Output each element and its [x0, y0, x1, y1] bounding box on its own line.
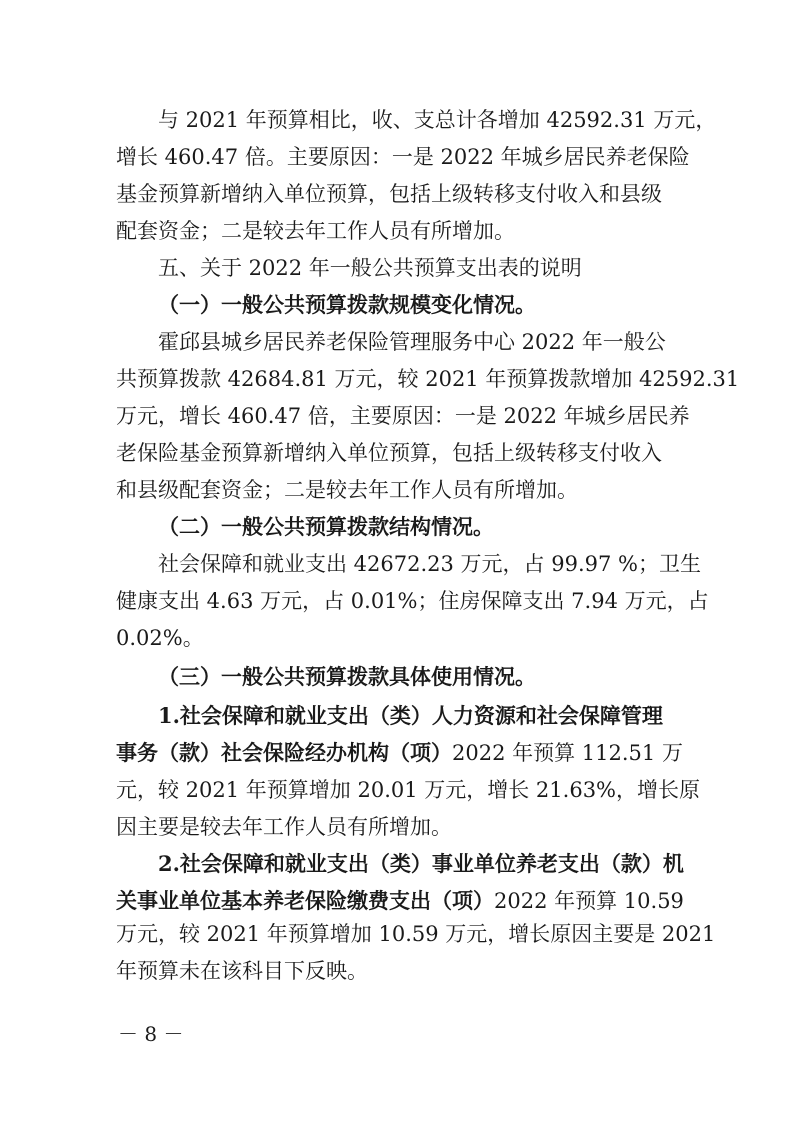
paragraph-3-line-3: 0.02%。	[116, 626, 204, 650]
paragraph-2-line-5: 和县级配套资金；二是较去年工作人员有所增加。	[116, 478, 578, 502]
subsection-2-heading: （二）一般公共预算拨款结构情况。	[158, 514, 494, 539]
item-1-line-2	[116, 741, 683, 765]
paragraph-3-line-2: 健康支出 4.63 万元，占 0.01%；住房保障支出 7.94 万元，占	[116, 589, 709, 613]
item-1-line-4: 因主要是较去年工作人员有所增加。	[116, 815, 452, 839]
paragraph-1-line-3: 基金预算新增纳入单位预算，包括上级转移支付收入和县级	[116, 182, 662, 206]
item-2-line-4: 年预算未在该科目下反映。	[116, 959, 368, 983]
paragraph-2-line-4: 老保险基金预算新增纳入单位预算，包括上级转移支付收入	[116, 441, 662, 465]
paragraph-1-line-2: 增长 460.47 倍。主要原因：一是 2022 年城乡居民养老保险	[116, 145, 690, 169]
section-5-heading: 五、关于 2022 年一般公共预算支出表的说明	[158, 256, 582, 280]
paragraph-2-line-2: 共预算拨款 42684.81 万元，较 2021 年预算拨款增加 42592.31	[116, 367, 740, 391]
item-1-line-3: 元，较 2021 年预算增加 20.01 万元，增长 21.63%，增长原	[116, 778, 701, 802]
paragraph-1-line-4: 配套资金；二是较去年工作人员有所增加。	[116, 219, 515, 243]
paragraph-3-line-1: 社会保障和就业支出 42672.23 万元，占 99.97 %；卫生	[158, 552, 701, 576]
item-1-line-1: 1.社会保障和就业支出（类）人力资源和社会保障管理	[158, 703, 663, 728]
item-2-line-3: 万元，较 2021 年预算增加 10.59 万元，增长原因主要是 2021	[116, 922, 716, 946]
paragraph-2-line-1: 霍邱县城乡居民养老保险管理服务中心 2022 年一般公	[158, 330, 666, 354]
item-1-line-2-bold: 事务（款）社会保险经办机构（项）	[116, 740, 452, 765]
subsection-1-heading: （一）一般公共预算拨款规模变化情况。	[158, 292, 536, 317]
paragraph-2-line-3: 万元，增长 460.47 倍，主要原因：一是 2022 年城乡居民养	[116, 404, 690, 428]
item-1-line-2-rest: 2022 年预算 112.51 万	[452, 741, 683, 765]
subsection-3-heading: （三）一般公共预算拨款具体使用情况。	[158, 664, 536, 689]
page-number: － 8 －	[118, 1022, 184, 1046]
item-2-line-2-bold: 关事业单位基本养老保险缴费支出（项）	[116, 888, 494, 913]
item-2-line-2	[116, 889, 684, 913]
item-2-line-1: 2.社会保障和就业支出（类）事业单位养老支出（款）机	[158, 851, 684, 876]
item-2-line-2-rest: 2022 年预算 10.59	[494, 889, 684, 913]
paragraph-1-line-1: 与 2021 年预算相比，收、支总计各增加 42592.31 万元，	[158, 108, 717, 132]
